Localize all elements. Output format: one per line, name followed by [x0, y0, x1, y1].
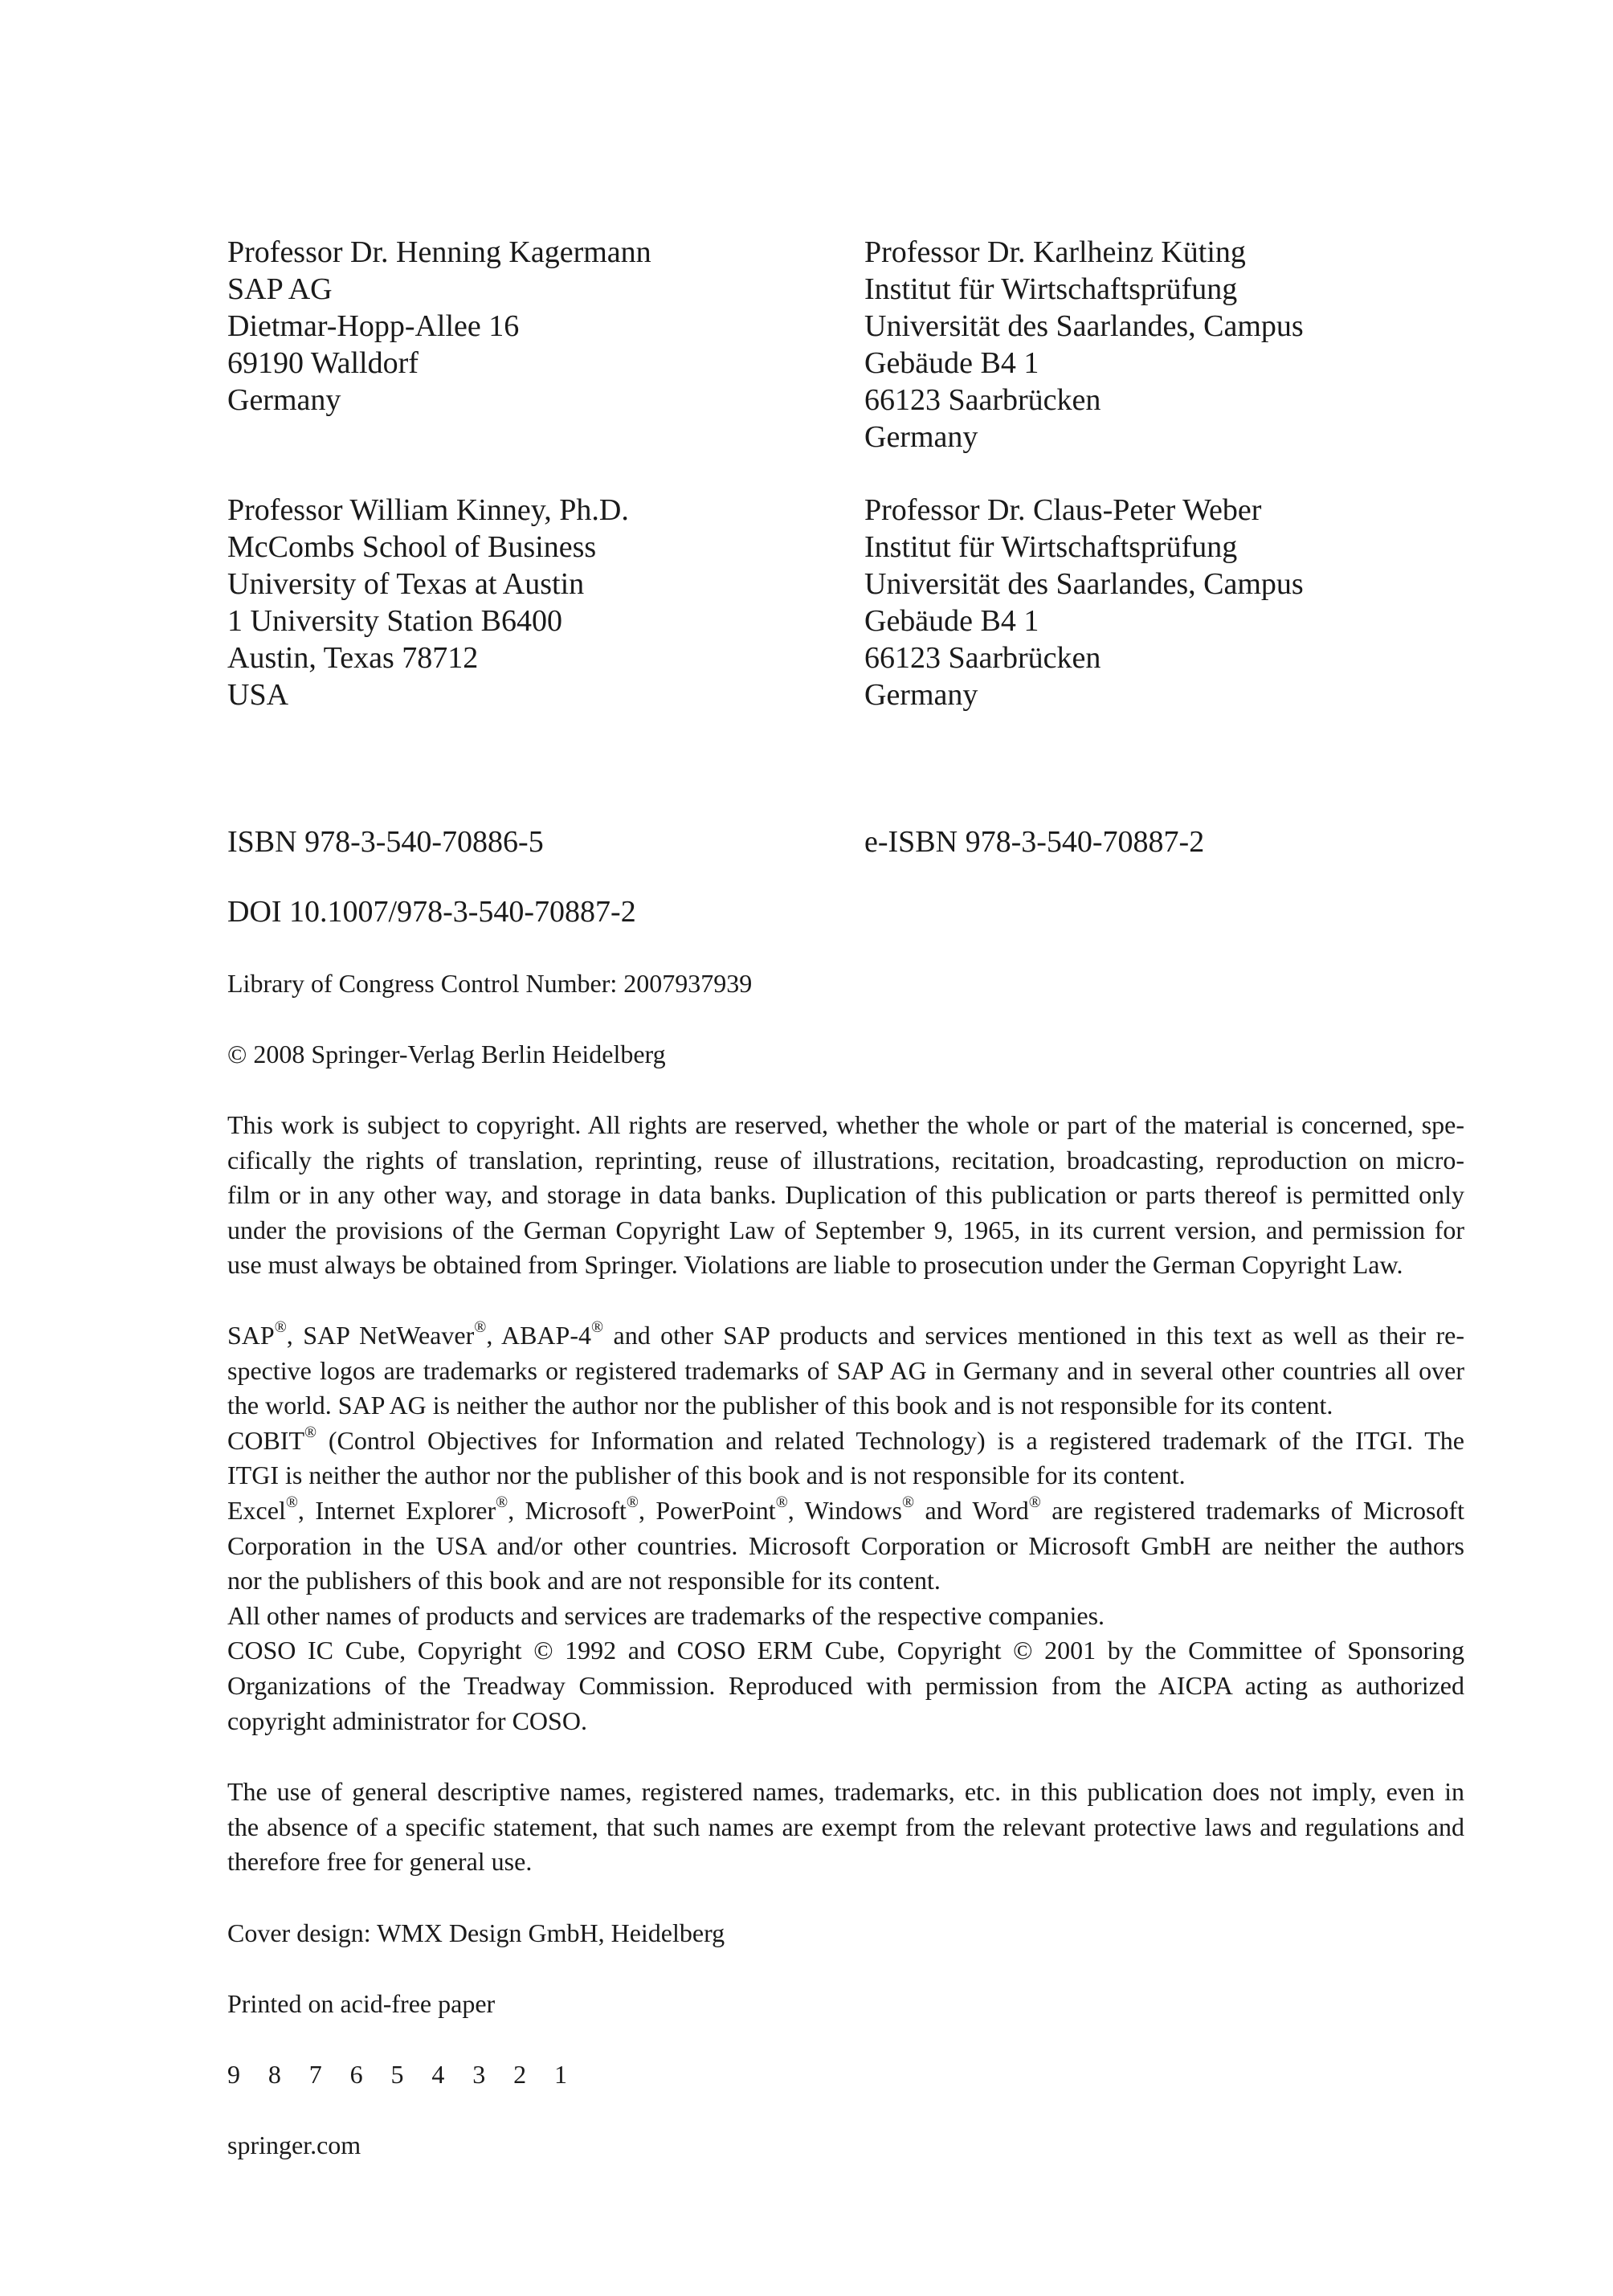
- address-line: Gebäude B4 1: [864, 604, 1039, 638]
- address-line: Germany: [227, 383, 341, 417]
- trademark-line: the world. SAP AG is neither the author nor the publisher of this book and is not responsible for its content.: [227, 1391, 1333, 1420]
- address-line: Universität des Saarlandes, Campus: [864, 309, 1304, 343]
- address-line: Germany: [864, 678, 978, 712]
- trademark-line: COSO IC Cube, Copyright © 1992 and COSO ERM Cube, Copyright © 2001 by the Committee of Sponsoring: [227, 1636, 1464, 1665]
- address-line: University of Texas at Austin: [227, 567, 585, 601]
- address-line: 69190 Walldorf: [227, 346, 419, 380]
- address-line: Germany: [864, 420, 978, 454]
- general-use-line: the absence of a specific statement, that such names are exempt from the relevant protective laws and regulations and: [227, 1812, 1464, 1841]
- copyright-line: © 2008 Springer-Verlag Berlin Heidelberg: [227, 1040, 666, 1068]
- address-line: Professor Dr. Henning Kagermann: [227, 235, 651, 269]
- copyright-notice: [227, 1108, 1464, 1283]
- address-line: Austin, Texas 78712: [227, 641, 479, 675]
- trademark-notice: [227, 1318, 1464, 1738]
- print-line: 9 8 7 6 5 4 3 2 1: [227, 2060, 578, 2089]
- trademark-line: SAP®, SAP NetWeaver®, ABAP-4® and other SAP products and services mentioned in this text as well as their re-: [227, 1318, 1465, 1350]
- trademark-line: COBIT® (Control Objectives for Information and related Technology) is a registered trademark of the ITGI. The: [227, 1423, 1464, 1455]
- trademark-line: spective logos are trademarks or registered trademarks of SAP AG in Germany and in several other countries all over: [227, 1355, 1464, 1385]
- lccn: Library of Congress Control Number: 2007937939: [227, 969, 753, 998]
- address-line: Professor Dr. Karlheinz Küting: [864, 235, 1246, 269]
- address-kinney: [227, 492, 629, 713]
- notice-line: cifically the rights of translation, reprinting, reuse of illustrations, recitation, broadcasting, reproduction on micro-: [227, 1145, 1464, 1175]
- trademark-line: Corporation in the USA and/or other countries. Microsoft Corporation or Microsoft GmbH are neither the authors: [227, 1530, 1464, 1560]
- address-line: USA: [227, 678, 289, 712]
- address-line: Institut für Wirtschaftsprüfung: [864, 530, 1238, 564]
- general-use-notice: [227, 1775, 1464, 1880]
- address-line: McCombs School of Business: [227, 530, 597, 564]
- general-use-line: therefore free for general use.: [227, 1847, 533, 1877]
- doi: DOI 10.1007/978-3-540-70887-2: [227, 895, 636, 929]
- paper-note: Printed on acid-free paper: [227, 1989, 496, 2018]
- address-line: Professor Dr. Claus-Peter Weber: [864, 493, 1262, 527]
- notice-line: This work is subject to copyright. All rights are reserved, whether the whole or part of the material is concerned, spe-: [227, 1110, 1464, 1139]
- address-line: 66123 Saarbrücken: [864, 383, 1101, 417]
- trademark-line: copyright administrator for COSO.: [227, 1706, 587, 1735]
- address-line: Gebäude B4 1: [864, 346, 1039, 380]
- address-line: Professor William Kinney, Ph.D.: [227, 493, 629, 527]
- notice-line: under the provisions of the German Copyright Law of September 9, 1965, in its current version, and permission for: [227, 1215, 1464, 1244]
- notice-line: use must always be obtained from Springer. Violations are liable to prosecution under the German Copyright Law.: [227, 1250, 1403, 1280]
- trademark-line: ITGI is neither the author nor the publisher of this book and is not responsible for its content.: [227, 1461, 1186, 1490]
- address-line: Institut für Wirtschaftsprüfung: [864, 272, 1238, 306]
- e-isbn: e-ISBN 978-3-540-70887-2: [864, 825, 1205, 859]
- trademark-line: All other names of products and services are trademarks of the respective companies.: [227, 1600, 1105, 1630]
- address-line: Dietmar-Hopp-Allee 16: [227, 309, 520, 343]
- trademark-line: nor the publishers of this book and are not responsible for its content.: [227, 1566, 941, 1595]
- website[interactable]: springer.com: [227, 2131, 361, 2159]
- address-weber: [864, 492, 1304, 713]
- address-kagermann: [227, 234, 651, 419]
- general-use-line: The use of general descriptive names, registered names, trademarks, etc. in this publication does not imply, even in: [227, 1777, 1464, 1806]
- address-line: SAP AG: [227, 272, 333, 306]
- address-line: 66123 Saarbrücken: [864, 641, 1101, 675]
- notice-line: film or in any other way, and storage in data banks. Duplication of this publication or parts thereof is permitted only: [227, 1180, 1464, 1210]
- cover-design: Cover design: WMX Design GmbH, Heidelberg: [227, 1918, 725, 1947]
- address-kueting: [864, 234, 1304, 456]
- trademark-line: Excel®, Internet Explorer®, Microsoft®, PowerPoint®, Windows® and Word® are registered trademarks of Microsoft: [227, 1493, 1465, 1525]
- isbn: ISBN 978-3-540-70886-5: [227, 825, 544, 859]
- address-line: Universität des Saarlandes, Campus: [864, 567, 1304, 601]
- trademark-line: Organizations of the Treadway Commission. Reproduced with permission from the AICPA acting as authorized: [227, 1670, 1464, 1700]
- address-line: 1 University Station B6400: [227, 604, 562, 638]
